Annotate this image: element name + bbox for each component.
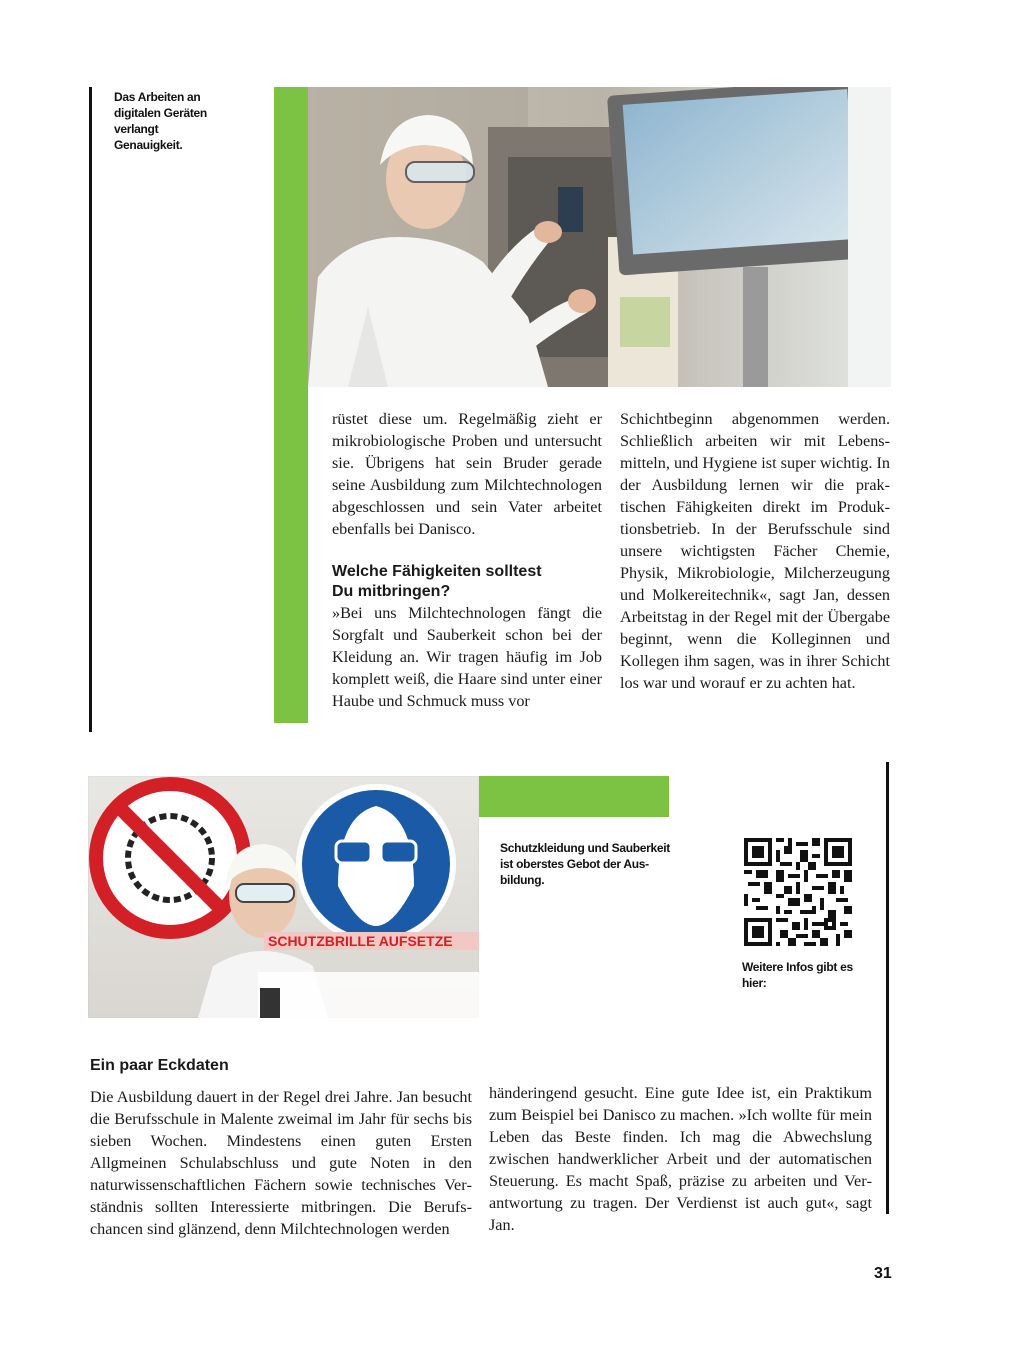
bottom-right-rule <box>886 762 889 1214</box>
caption-line: bildung. <box>500 873 545 887</box>
caption-line: hier: <box>742 976 767 990</box>
article-paragraph: »Bei uns Milchtechnologen fängt die Sorgfalt und Sauberkeit schon bei der Kleidung an. Wir tragen häufig im Job komplett weiß, die Haare sind unter einer Haube und Schmuck muss vor <box>332 604 602 710</box>
section-heading-skills <box>332 562 602 602</box>
heading-line: Du mitbringen? <box>332 583 451 600</box>
caption-line: Das Arbeiten an <box>114 90 201 104</box>
safety-signs-photo <box>88 776 479 1018</box>
caption-line: digitalen Geräten <box>114 106 207 120</box>
top-left-rule <box>89 87 92 732</box>
safety-signs-illustration <box>88 776 479 1018</box>
green-accent-strip <box>479 776 669 817</box>
bottom-column-2 <box>489 1082 872 1236</box>
sign-strip-text: SCHUTZBRILLE AUFSETZE <box>268 933 453 949</box>
article-paragraph: Schichtbeginn abgenommen werden. Schließlich arbeiten wir mit Lebensmitteln, und Hygiene ist super wichtig. In der Ausbildung lernen wir die praktischen Fähigkeiten direkt im Produktionsbetrieb. In der Berufsschule sind unsere wichtigsten Fächer Chemie, Physik, Mikrobiologie, Milcherzeugung und Molkereitechnik«, sagt Jan, dessen Arbeitstag in der Regel mit der Übergabe beginnt, wenn die Kolleginnen und Kollegen ihm sagen, was in ihrer Schicht los war und worauf er zu achten hat. <box>620 410 890 692</box>
technician-photo <box>308 87 891 387</box>
qr-caption <box>742 959 882 991</box>
caption-line: Weitere Infos gibt es <box>742 960 853 974</box>
bottom-column-1 <box>90 1086 472 1240</box>
green-accent-bar <box>274 87 308 723</box>
qr-code-icon <box>744 838 852 946</box>
article-column-2 <box>620 408 890 694</box>
article-paragraph: rüstet diese um. Regelmäßig zieht er mikrobiologische Proben und untersucht sie. Übrigens hat sein Bruder gerade seine Ausbildung zum Milchtechnologen abgeschlossen und sein Vater arbeitet ebenfalls bei Danisco. <box>332 410 602 538</box>
heading-line: Welche Fähigkeiten solltest <box>332 563 542 580</box>
qr-code[interactable] <box>744 838 852 946</box>
top-photo-caption <box>114 89 264 153</box>
article-paragraph: Die Ausbildung dauert in der Regel drei Jahre. Jan besucht die Berufsschule in Malente zweimal im Jahr für sechs bis sieben Wochen. Mindestens einen guten Ersten Allgmeinen Schulabschluss und gute Noten in den naturwissenschaftlichen Fächern sowie technisches Verständnis sollten Interessierte mitbringen. Die Berufschancen sind glänzend, denn Milchtechnologen werden <box>90 1088 472 1238</box>
section-heading-key-facts: Ein paar Eckdaten <box>90 1057 229 1074</box>
page-number: 31 <box>874 1265 892 1282</box>
article-column-1 <box>332 408 602 712</box>
middle-photo-caption <box>500 840 680 888</box>
caption-line: Schutzkleidung und Sauberkeit <box>500 841 670 855</box>
caption-line: Genauigkeit. <box>114 138 183 152</box>
caption-line: ist oberstes Gebot der Aus- <box>500 857 649 871</box>
technician-illustration <box>308 87 891 387</box>
article-paragraph: händeringend gesucht. Eine gute Idee ist, ein Praktikum zum Beispiel bei Danisco zu machen. »Ich wollte für mein Leben das Beste finden. Ich mag die Abwechslung zwischen handwerklicher Arbeit und der automatischen Steuerung. Es macht Spaß, präzise zu arbeiten und Verantwortung zu tragen. Der Verdienst ist auch gut«, sagt Jan. <box>489 1084 872 1234</box>
caption-line: verlangt <box>114 122 159 136</box>
